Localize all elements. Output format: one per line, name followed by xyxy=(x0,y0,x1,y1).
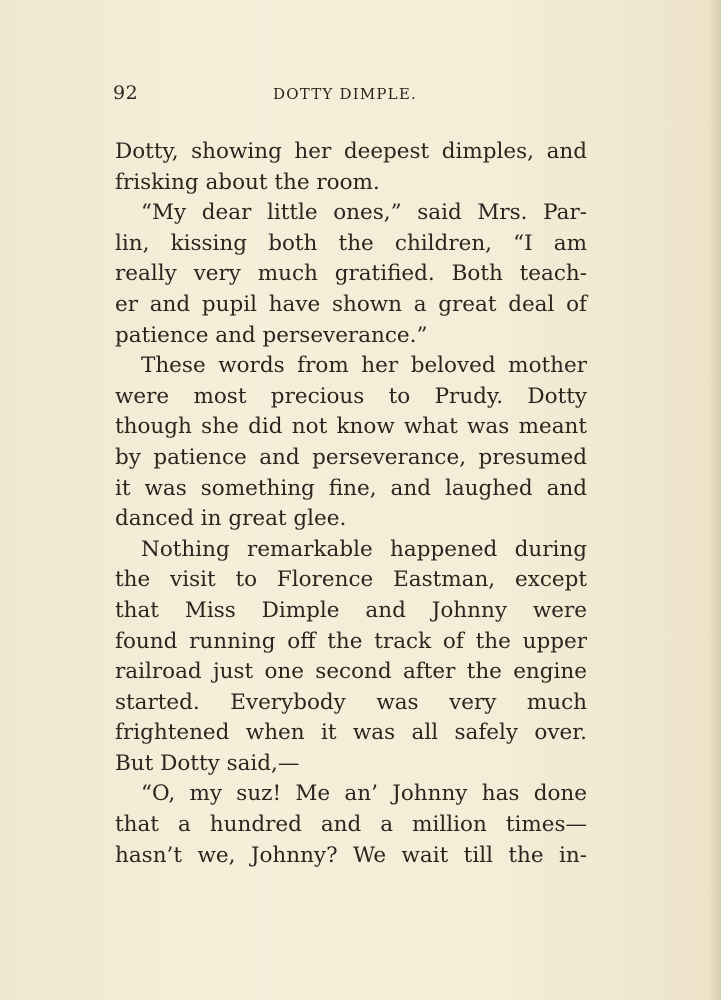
text-line: found running off the track of the upper xyxy=(115,628,587,654)
text-line: “O, my suz! Me an’ Johnny has done xyxy=(141,781,587,807)
text-line: hasn’t we, Johnny? We wait till the in- xyxy=(115,842,587,868)
page-header xyxy=(113,82,588,110)
text-line: that a hundred and a million times— xyxy=(115,812,587,838)
text-line: started. Everybody was very much xyxy=(115,689,587,715)
text-line: railroad just one second after the engine xyxy=(115,659,587,685)
text-line: These words from her beloved mother xyxy=(141,353,587,379)
text-line: Nothing remarkable happened during xyxy=(141,536,587,562)
text-line: really very much gratified. Both teach- xyxy=(115,261,587,287)
body-text xyxy=(115,137,587,871)
text-line: frisking about the room. xyxy=(115,169,380,195)
text-line: But Dotty said,— xyxy=(115,750,300,776)
text-line: the visit to Florence Eastman, except xyxy=(115,567,587,593)
running-head: DOTTY DIMPLE. xyxy=(273,85,417,103)
text-line: frightened when it was all safely over. xyxy=(115,720,587,746)
page-edge-shadow xyxy=(707,0,721,1000)
text-line: er and pupil have shown a great deal of xyxy=(115,291,587,317)
text-line: that Miss Dimple and Johnny were xyxy=(115,597,587,623)
text-line: danced in great glee. xyxy=(115,506,347,532)
text-line: Dotty, showing her deepest dimples, and xyxy=(115,139,587,164)
text-line: though she did not know what was meant xyxy=(115,414,587,440)
text-line: it was something fine, and laughed and xyxy=(115,475,587,501)
text-line: patience and perseverance.” xyxy=(115,322,428,348)
text-line: lin, kissing both the children, “I am xyxy=(115,230,587,256)
page-number: 92 xyxy=(113,82,139,104)
text-line: were most precious to Prudy. Dotty xyxy=(115,383,587,409)
text-line: by patience and perseverance, presumed xyxy=(115,444,587,470)
text-line: “My dear little ones,” said Mrs. Par- xyxy=(141,200,587,226)
